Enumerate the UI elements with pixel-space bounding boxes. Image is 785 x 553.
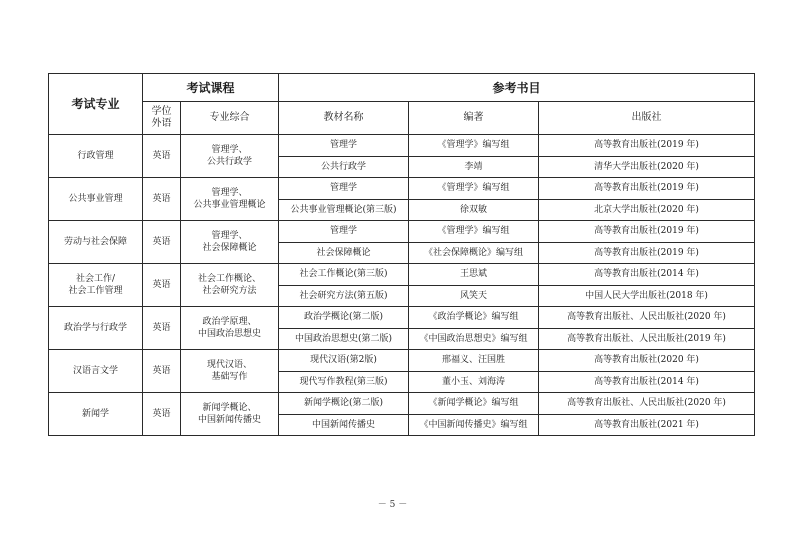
editor-cell: 风笑天 xyxy=(409,285,539,307)
textbook-name-cell: 现代写作教程(第三版) xyxy=(279,371,409,393)
comprehensive-cell: 新闻学概论、 中国新闻传播史 xyxy=(181,393,279,436)
comprehensive-cell: 社会工作概论、 社会研究方法 xyxy=(181,264,279,307)
publisher-cell: 高等教育出版社(2020 年) xyxy=(539,350,755,372)
table-row xyxy=(49,221,755,243)
editor-cell: 邢福义、汪国胜 xyxy=(409,350,539,372)
editor-cell: 《管理学》编写组 xyxy=(409,221,539,243)
major-cell: 行政管理 xyxy=(49,135,143,178)
publisher-cell: 高等教育出版社(2019 年) xyxy=(539,242,755,264)
header-books: 参考书目 xyxy=(279,74,755,102)
table-body xyxy=(49,74,755,436)
publisher-cell: 北京大学出版社(2020 年) xyxy=(539,199,755,221)
publisher-cell: 高等教育出版社(2019 年) xyxy=(539,178,755,200)
editor-cell: 董小玉、刘海涛 xyxy=(409,371,539,393)
textbook-name-cell: 社会研究方法(第五版) xyxy=(279,285,409,307)
publisher-cell: 中国人民大学出版社(2018 年) xyxy=(539,285,755,307)
major-cell: 劳动与社会保障 xyxy=(49,221,143,264)
textbook-name-cell: 公共行政学 xyxy=(279,156,409,178)
header-foreign-language: 学位 外语 xyxy=(143,102,181,135)
editor-cell: 《中国政治思想史》编写组 xyxy=(409,328,539,350)
editor-cell: 《中国新闻传播史》编写组 xyxy=(409,414,539,436)
editor-cell: 李靖 xyxy=(409,156,539,178)
header-editor: 编著 xyxy=(409,102,539,135)
comprehensive-cell: 政治学原理、 中国政治思想史 xyxy=(181,307,279,350)
publisher-cell: 高等教育出版社(2019 年) xyxy=(539,221,755,243)
textbook-name-cell: 管理学 xyxy=(279,135,409,157)
major-cell: 社会工作/ 社会工作管理 xyxy=(49,264,143,307)
table-row xyxy=(49,393,755,415)
editor-cell: 《新闻学概论》编写组 xyxy=(409,393,539,415)
table-row xyxy=(49,135,755,157)
reference-book-table xyxy=(48,73,755,436)
editor-cell: 《管理学》编写组 xyxy=(409,178,539,200)
textbook-name-cell: 政治学概论(第二版) xyxy=(279,307,409,329)
textbook-name-cell: 管理学 xyxy=(279,221,409,243)
header-textbook-name: 教材名称 xyxy=(279,102,409,135)
publisher-cell: 高等教育出版社(2021 年) xyxy=(539,414,755,436)
table-row xyxy=(49,350,755,372)
page-number: － 5 － xyxy=(377,500,408,510)
major-cell: 汉语言文学 xyxy=(49,350,143,393)
publisher-cell: 高等教育出版社(2014 年) xyxy=(539,371,755,393)
editor-cell: 《管理学》编写组 xyxy=(409,135,539,157)
textbook-name-cell: 新闻学概论(第二版) xyxy=(279,393,409,415)
editor-cell: 徐双敏 xyxy=(409,199,539,221)
header-course: 考试课程 xyxy=(143,74,279,102)
language-cell: 英语 xyxy=(143,350,181,393)
publisher-cell: 高等教育出版社、人民出版社(2020 年) xyxy=(539,393,755,415)
publisher-cell: 高等教育出版社、人民出版社(2020 年) xyxy=(539,307,755,329)
textbook-name-cell: 中国政治思想史(第二版) xyxy=(279,328,409,350)
editor-cell: 王思斌 xyxy=(409,264,539,286)
header-comprehensive: 专业综合 xyxy=(181,102,279,135)
header-major: 考试专业 xyxy=(49,74,143,135)
publisher-cell: 清华大学出版社(2020 年) xyxy=(539,156,755,178)
major-cell: 公共事业管理 xyxy=(49,178,143,221)
major-cell: 新闻学 xyxy=(49,393,143,436)
table-row xyxy=(49,264,755,286)
textbook-name-cell: 社会工作概论(第三版) xyxy=(279,264,409,286)
comprehensive-cell: 现代汉语、 基础写作 xyxy=(181,350,279,393)
header-row-2 xyxy=(49,102,755,135)
textbook-name-cell: 中国新闻传播史 xyxy=(279,414,409,436)
language-cell: 英语 xyxy=(143,178,181,221)
language-cell: 英语 xyxy=(143,307,181,350)
table-row xyxy=(49,178,755,200)
language-cell: 英语 xyxy=(143,135,181,178)
textbook-name-cell: 社会保障概论 xyxy=(279,242,409,264)
textbook-name-cell: 现代汉语(第2版) xyxy=(279,350,409,372)
header-row-1 xyxy=(49,74,755,102)
language-cell: 英语 xyxy=(143,264,181,307)
publisher-cell: 高等教育出版社(2019 年) xyxy=(539,135,755,157)
header-publisher: 出版社 xyxy=(539,102,755,135)
language-cell: 英语 xyxy=(143,221,181,264)
comprehensive-cell: 管理学、 社会保障概论 xyxy=(181,221,279,264)
editor-cell: 《政治学概论》编写组 xyxy=(409,307,539,329)
publisher-cell: 高等教育出版社(2014 年) xyxy=(539,264,755,286)
table-row xyxy=(49,307,755,329)
language-cell: 英语 xyxy=(143,393,181,436)
editor-cell: 《社会保障概论》编写组 xyxy=(409,242,539,264)
comprehensive-cell: 管理学、 公共事业管理概论 xyxy=(181,178,279,221)
major-cell: 政治学与行政学 xyxy=(49,307,143,350)
publisher-cell: 高等教育出版社、人民出版社(2019 年) xyxy=(539,328,755,350)
textbook-name-cell: 公共事业管理概论(第三版) xyxy=(279,199,409,221)
comprehensive-cell: 管理学、 公共行政学 xyxy=(181,135,279,178)
textbook-name-cell: 管理学 xyxy=(279,178,409,200)
